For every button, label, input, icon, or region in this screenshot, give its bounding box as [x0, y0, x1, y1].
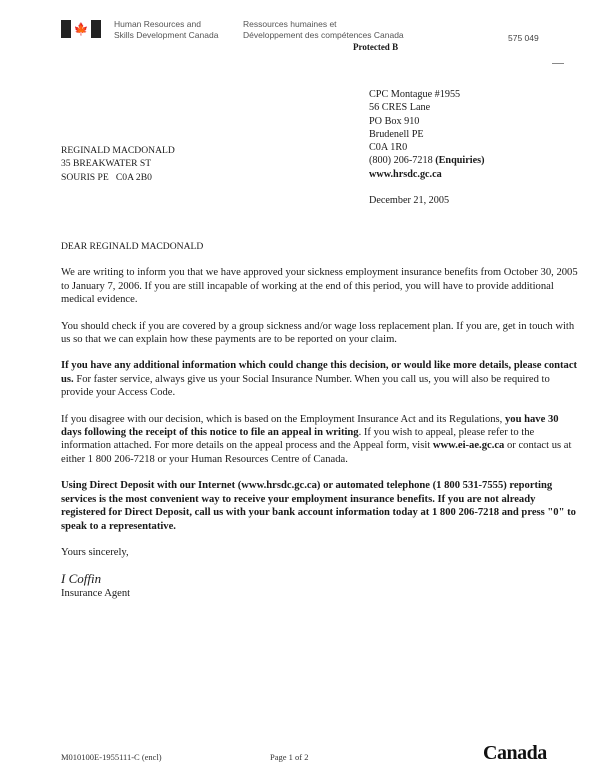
paragraph-group-plan: You should check if you are covered by a group sickness and/or wage loss replacement plan. If you are, get in touch with us so that we can explain how these payments are to be reported on your claim. — [61, 320, 575, 346]
canada-wordmark-text: Canada — [483, 742, 547, 764]
sender-line4: Brudenell PE — [369, 128, 424, 140]
paragraph-approval: We are writing to inform you that we have approved your sickness employment insurance benefits from October 30, 2005 to January 7, 2006. If you are still incapable of working at the end of this period, you will have to provide additional medical evidence. — [61, 267, 578, 306]
department-name-fr — [243, 19, 404, 41]
dept-en-line1: Human Resources and — [114, 19, 201, 29]
dept-fr-line2: Développement des compétences Canada — [243, 30, 404, 40]
signature: I Coffin — [61, 571, 102, 587]
footer-reference: M010100E-1955111-C (encl) — [61, 752, 162, 762]
appeal-text-b: . If you wish to appeal, please refer to the information attached. For more details on the appeal process and the Appeal form, visit — [61, 427, 535, 452]
paragraph-contact — [61, 359, 581, 399]
letter-body — [61, 240, 581, 601]
sender-line3: PO Box 910 — [369, 115, 420, 127]
letter-date: December 21, 2005 — [369, 195, 450, 207]
appeal-text-a: If you disagree with our decision, which is based on the Employment Insurance Act and its Regulations, — [61, 413, 505, 425]
divider-mark — [552, 63, 564, 64]
contact-rest: For faster service, always give us your Social Insurance Number. When you call us, you will also be required to provide your Access Code. — [61, 373, 550, 399]
paragraph-appeal — [61, 413, 581, 467]
canada-wordmark — [483, 742, 547, 765]
sender-website-link[interactable]: www.hrsdc.gc.ca — [369, 168, 442, 180]
form-number: 575 049 — [508, 33, 539, 43]
classification-label: Protected B — [353, 42, 399, 52]
dept-en-line2: Skills Development Canada — [114, 30, 219, 40]
recipient-city-postal: SOURIS PE C0A 2B0 — [61, 171, 152, 183]
page-indicator: Page 1 of 2 — [270, 752, 309, 762]
sender-line1: CPC Montague #1955 — [369, 89, 461, 100]
appeal-deadline: you have 30 days following the receipt of this notice to file an appeal in writing — [61, 413, 559, 439]
recipient-address — [61, 144, 175, 184]
sender-phone: (800) 206-7218 — [369, 155, 433, 167]
department-name-en — [114, 19, 218, 41]
contact-emphasis: If you have any additional information which could change this decision, or would like more details, please contact us. — [61, 360, 578, 385]
sender-line5: C0A 1R0 — [369, 142, 408, 154]
sender-line2: 56 CRES Lane — [369, 102, 431, 114]
appeal-text-c: or contact us at either 1 800 206-7218 or your Human Resources Centre of Canada. — [61, 440, 572, 465]
closing: Yours sincerely, — [61, 546, 129, 558]
signer-title: Insurance Agent — [61, 588, 131, 600]
paragraph-direct-deposit: Using Direct Deposit with our Internet (www.hrsdc.gc.ca) or automated telephone (1 800 531-7555) reporting services is the most convenient way to receive your employment insurance benefits. If you are not already registered for Direct Deposit, call us with your bank account information today at 1 800 206-7218 and press "0" to speak to a representative. — [61, 480, 576, 532]
dept-fr-line1: Ressources humaines et — [243, 19, 337, 29]
salutation: DEAR REGINALD MACDONALD — [61, 241, 204, 252]
appeal-website-link[interactable]: www.ei-ae.gc.ca — [432, 440, 505, 452]
sender-phone-note: (Enquiries) — [435, 155, 485, 167]
sender-phone-line — [369, 154, 484, 167]
recipient-name: REGINALD MACDONALD — [61, 145, 175, 156]
sender-address — [369, 88, 484, 207]
canada-flag-icon: 🍁 — [61, 20, 101, 38]
recipient-street: 35 BREAKWATER ST — [61, 158, 152, 170]
